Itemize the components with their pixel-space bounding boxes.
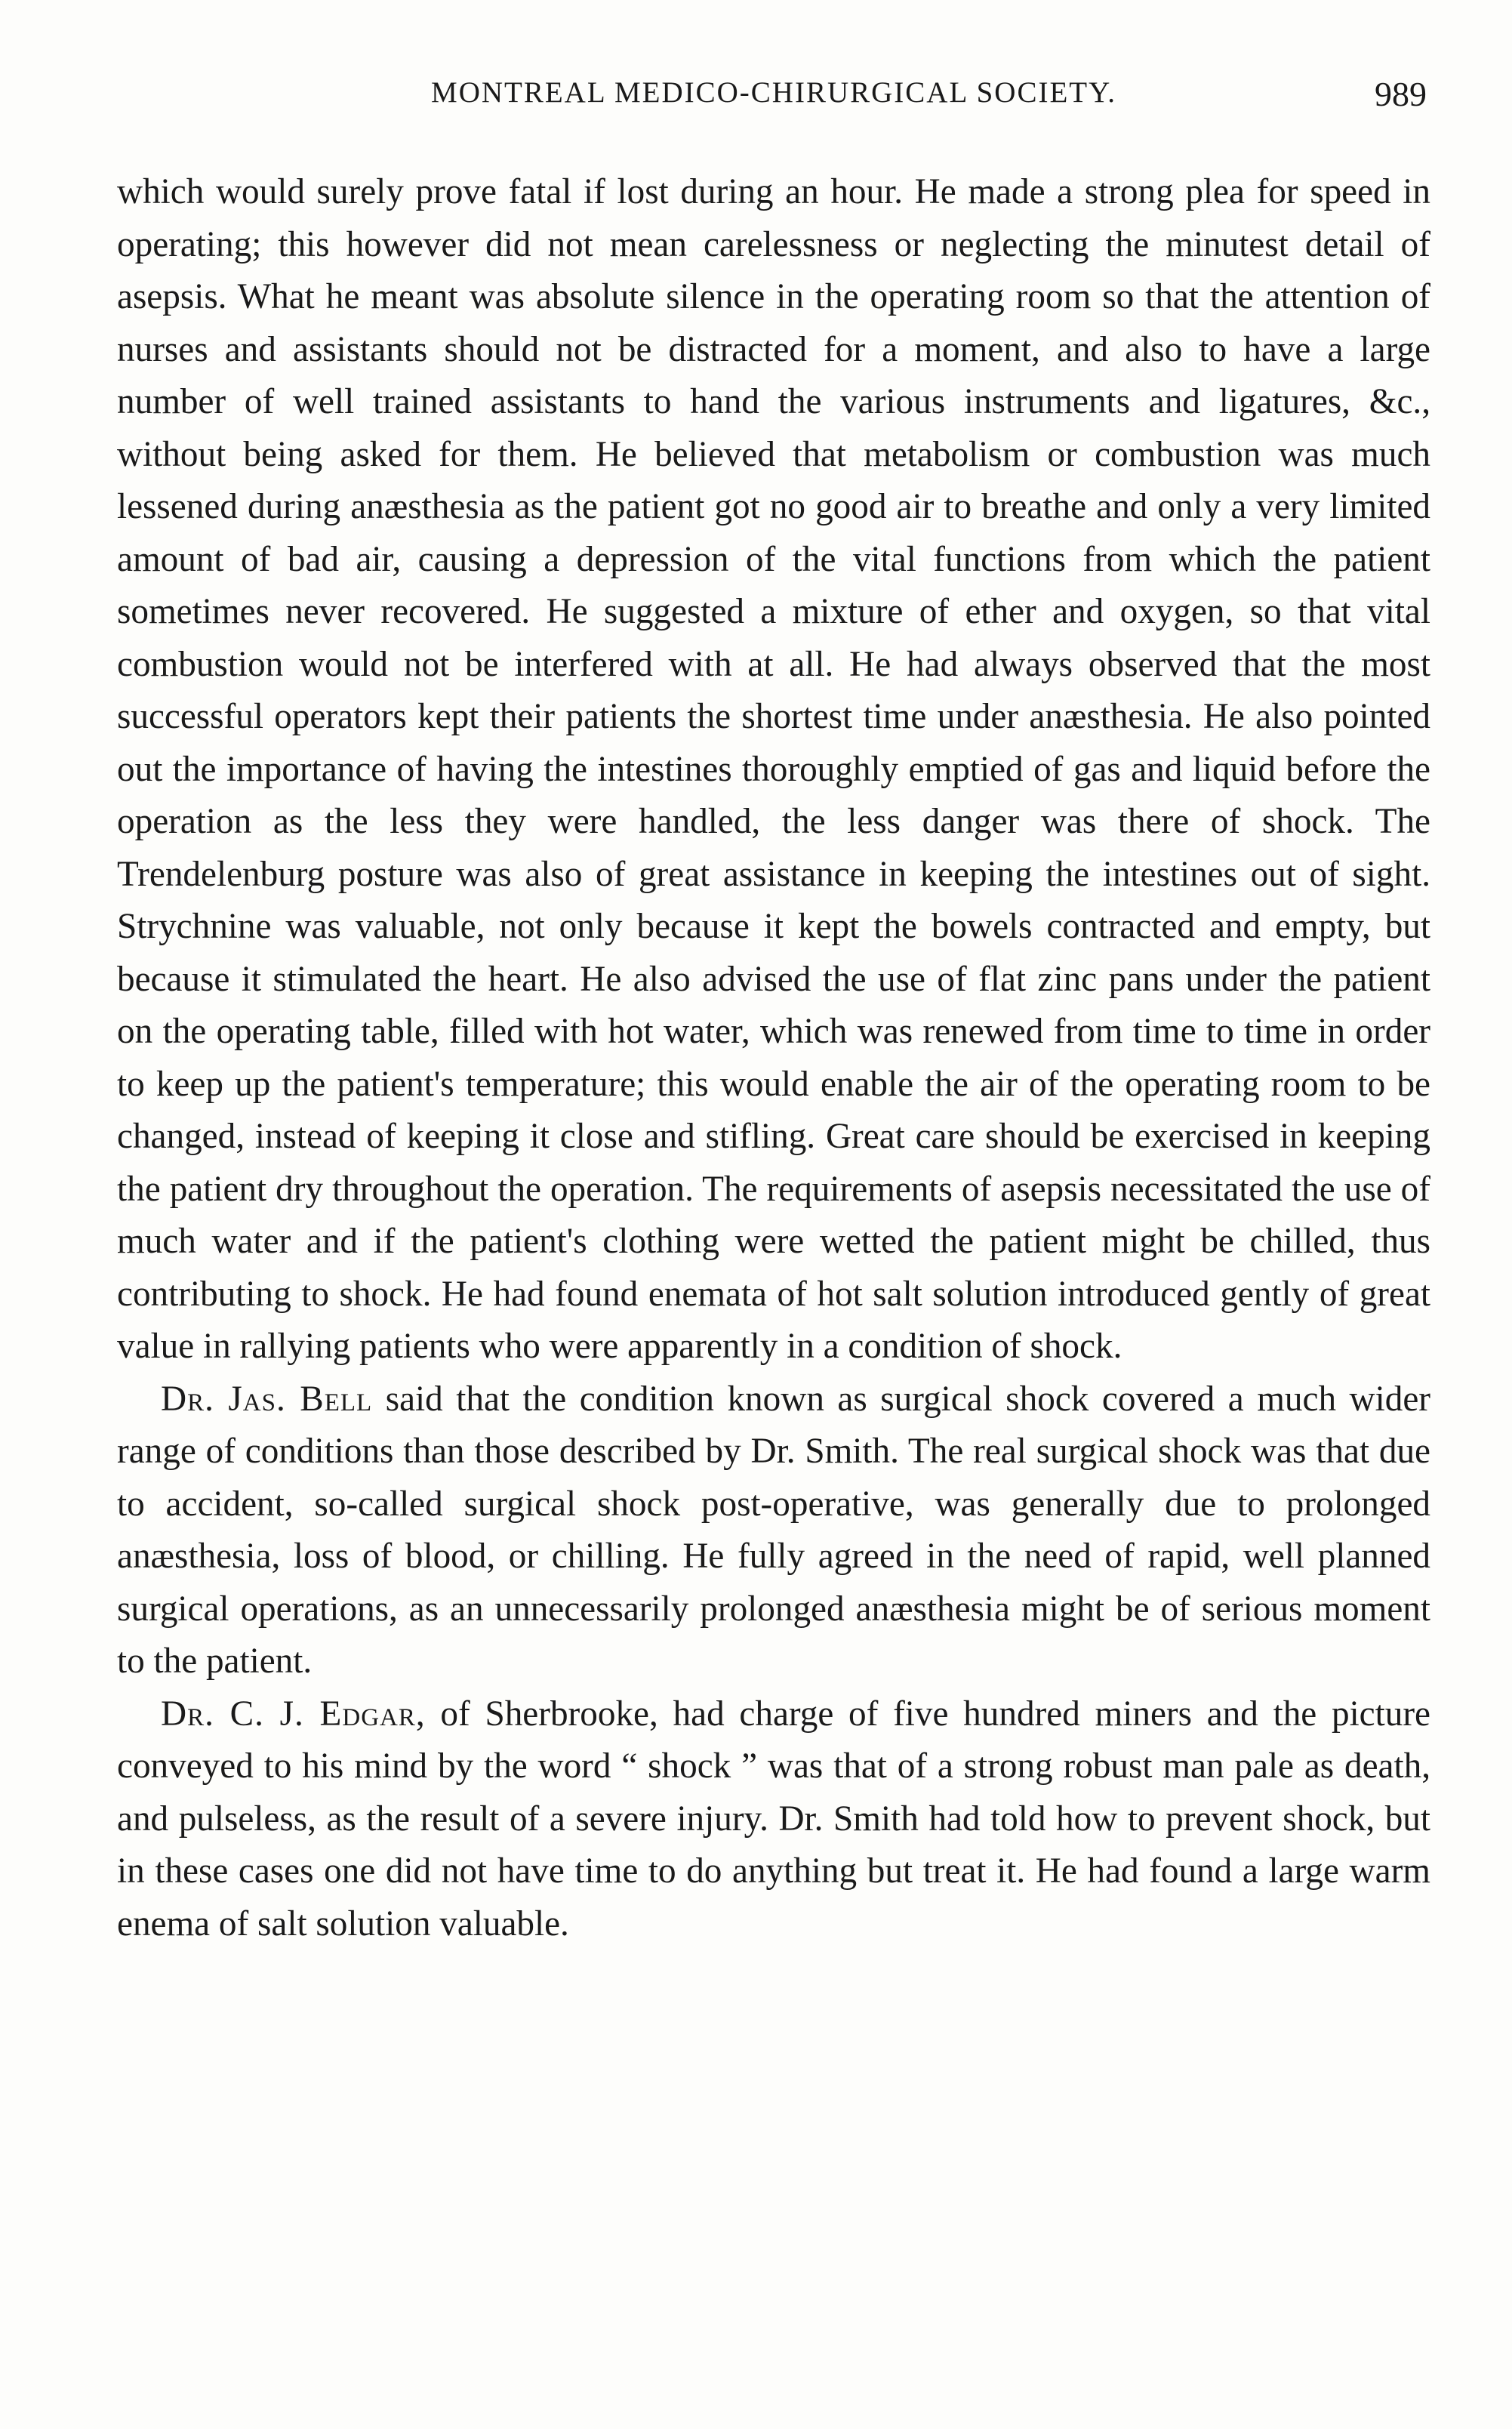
running-title: MONTREAL MEDICO-CHIRURGICAL SOCIETY. [431, 76, 1116, 109]
page-number: 989 [1375, 75, 1427, 113]
speaker-name: Dr. C. J. Edgar, [161, 1694, 426, 1734]
speaker-name: Dr. Jas. Bell [161, 1379, 373, 1419]
paragraph-text: of Sherbrooke, had charge of five hundred miners and the picture conveyed to his mind by the word “ shock ” was that of a strong robust man pale as death, and pulseless, as the result of a severe injury. Dr. Smith had told how to prevent shock, but in these cases one did not have time to do anything but treat it. He had found a large warm enema of salt solution valuable. [117, 1694, 1430, 1944]
paragraph-text: said that the condition known as surgical shock covered a much wider range of conditions than those described by Dr. Smith. The real surgical shock was that due to accident, so-called surgical shock post-operative, was generally due to prolonged anæsthesia, loss of blood, or chilling. He fully agreed in the need of rapid, well planned surgical operations, as an unnecessarily prolonged anæsthesia might be of serious moment to the patient. [117, 1379, 1430, 1681]
paragraph-edgar [117, 1688, 1430, 1951]
running-head [121, 76, 1427, 121]
paragraph-smith-continued: which would surely prove fatal if lost during an hour. He made a strong plea for speed in operating; this however did not mean carelessness or neglecting the minutest detail of asepsis. What he meant was absolute silence in the operating room so that the attention of nurses and assistants should not be distracted for a moment, and also to have a large number of well trained assistants to hand the various instruments and ligatures, &c., without being asked for them. He believed that metabolism or combustion was much lessened during anæsthesia as the patient got no good air to breathe and only a very limited amount of bad air, causing a depression of the vital functions from which the patient sometimes never recovered. He suggested a mixture of ether and oxygen, so that vital combustion would not be interfered with at all. He had always observed that the most successful operators kept their patients the shortest time under anæsthesia. He also pointed out the importance of having the intestines thoroughly emptied of gas and liquid before the operation as the less they were handled, the less danger was there of shock. The Trendelenburg posture was also of great assistance in keeping the intestines out of sight. Strychnine was valuable, not only because it kept the bowels contracted and empty, but because it stimulated the heart. He also advised the use of flat zinc pans under the patient on the operating table, filled with hot water, which was renewed from time to time in order to keep up the patient's temperature; this would enable the air of the operating room to be changed, instead of keeping it close and stifling. Great care should be exercised in keeping the patient dry throughout the operation. The requirements of asepsis necessitated the use of much water and if the patient's clothing were wetted the patient might be chilled, thus contributing to shock. He had found enemata of hot salt solution introduced gently of great value in rallying patients who were apparently in a condition of shock. [117, 172, 1430, 1366]
paragraph-bell [117, 1373, 1430, 1688]
body-text [117, 166, 1430, 1950]
